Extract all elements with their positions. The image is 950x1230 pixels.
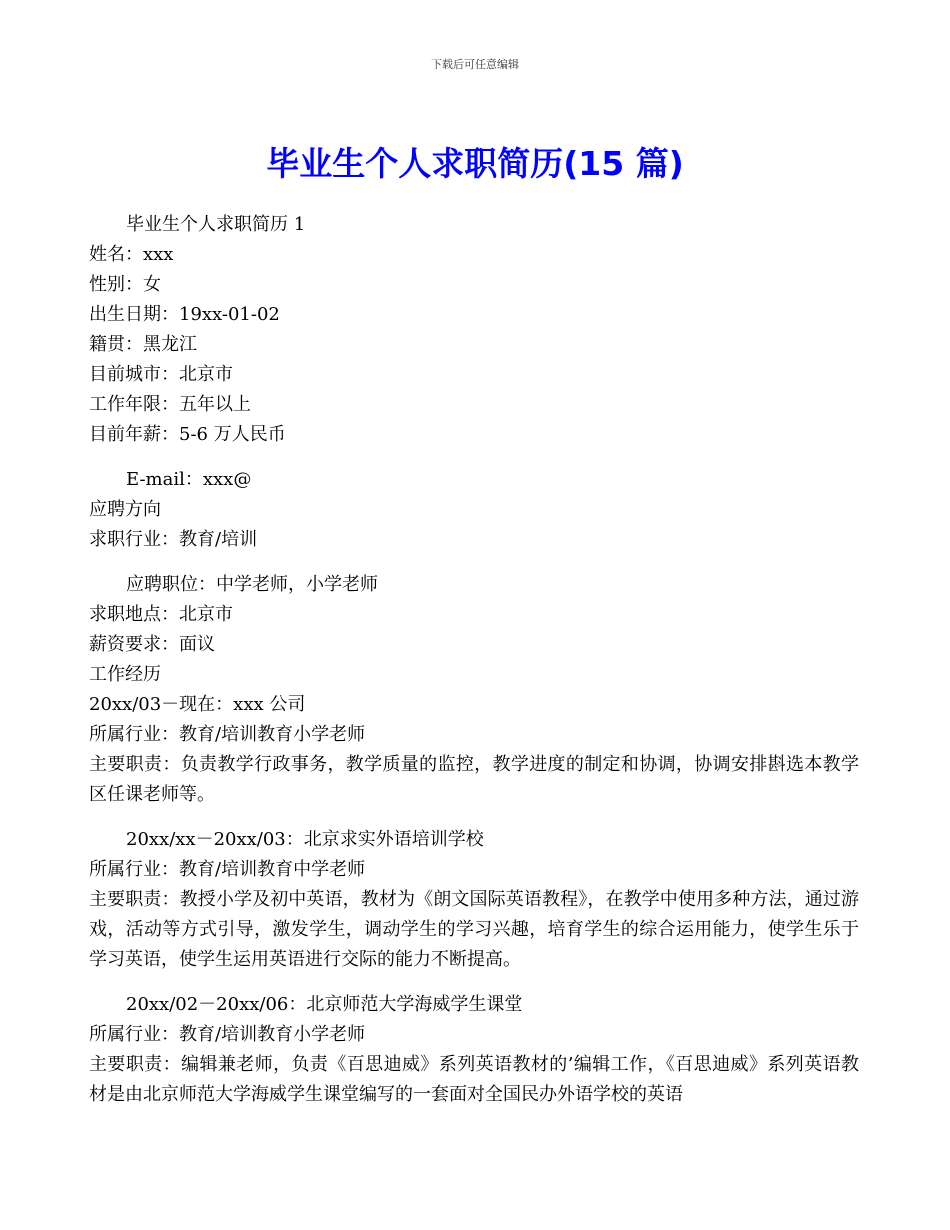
job-3-industry: 所属行业：教育/培训教育小学老师 <box>89 1024 366 1045</box>
name-line: 姓名：xxx <box>89 244 174 265</box>
position-line: 应聘职位：中学老师，小学老师 <box>126 574 378 595</box>
header-note: 下载后可任意编辑 <box>431 58 519 71</box>
page-title: 毕业生个人求职简历(15 篇) <box>266 144 684 183</box>
salary-line: 目前年薪：5-6 万人民币 <box>89 424 286 445</box>
job-2-industry: 所属行业：教育/培训教育中学老师 <box>89 859 366 880</box>
resume-body <box>89 210 859 1110</box>
direction-line: 应聘方向 <box>89 499 161 520</box>
birth-line: 出生日期：19xx-01-02 <box>89 304 280 325</box>
job-3-period: 20xx/02－20xx/06：北京师范大学海威学生课堂 <box>126 994 523 1015</box>
location-line: 求职地点：北京市 <box>89 604 233 625</box>
origin-line: 籍贯：黑龙江 <box>89 334 197 355</box>
job-2-period: 20xx/xx－20xx/03：北京求实外语培训学校 <box>126 829 484 850</box>
pay-line: 薪资要求：面议 <box>89 634 215 655</box>
experience-heading: 工作经历 <box>89 664 161 685</box>
job-1-period: 20xx/03－现在：xxx 公司 <box>89 694 306 715</box>
gender-line: 性别：女 <box>89 274 161 295</box>
industry-line: 求职行业：教育/培训 <box>89 529 258 550</box>
section-title: 毕业生个人求职简历 1 <box>126 214 306 235</box>
job-3-duty: 主要职责：编辑兼老师，负责《百思迪威》系列英语教材的’编辑工作，《百思迪威》系列英语教材是由北京师范大学海威学生课堂编写的一套面对全国民办外语学校的英语 <box>89 1054 859 1105</box>
email-line: E-mail：xxx@ <box>126 469 252 490</box>
job-1-industry: 所属行业：教育/培训教育小学老师 <box>89 724 366 745</box>
job-2-duty: 主要职责：教授小学及初中英语，教材为《朗文国际英语教程》，在教学中使用多种方法，通过游戏，活动等方式引导，激发学生，调动学生的学习兴趣，培育学生的综合运用能力，使学生乐于学习英语，使学生运用英语进行交际的能力不断提高。 <box>89 889 859 970</box>
city-line: 目前城市：北京市 <box>89 364 233 385</box>
job-1-duty: 主要职责：负责教学行政事务，教学质量的监控，教学进度的制定和协调，协调安排斟选本教学区任课老师等。 <box>89 754 859 805</box>
years-line: 工作年限：五年以上 <box>89 394 251 415</box>
